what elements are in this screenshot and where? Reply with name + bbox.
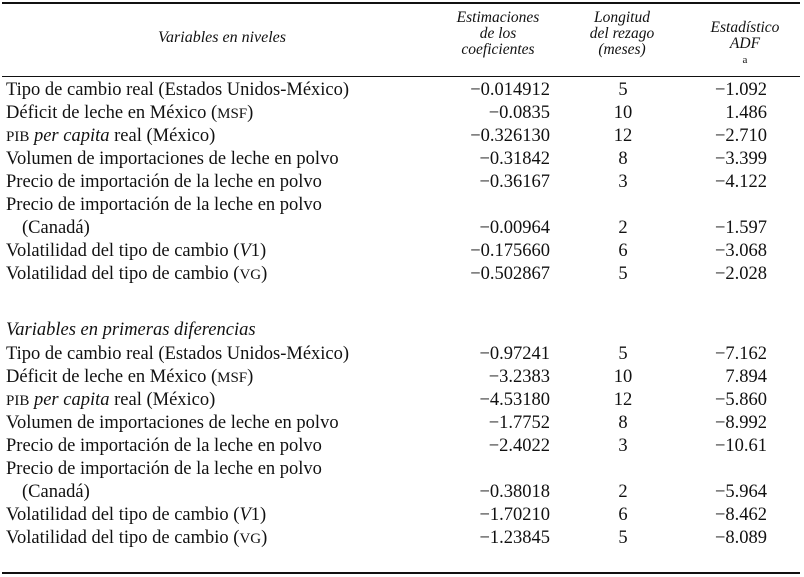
coef-value: −0.0835: [488, 103, 550, 123]
row-label: [6, 263, 267, 287]
coef-value: −0.175660: [470, 241, 550, 261]
coef-value: −0.502867: [470, 264, 550, 284]
table-row: [0, 171, 804, 194]
row-label-text: Precio de importación de la leche en polvo: [6, 172, 322, 192]
row-label-post: ): [261, 264, 268, 284]
lag-value: 12: [613, 390, 633, 410]
adf-value: −3.399: [714, 149, 767, 169]
coef-value: −0.014912: [470, 80, 550, 100]
row-label: [6, 366, 253, 390]
row-label-text: Precio de importación de la leche en polvo: [6, 459, 322, 479]
coef-value: −0.00964: [479, 218, 550, 238]
row-label: [6, 148, 339, 171]
top-rule: [2, 2, 800, 4]
row-label-post: ): [261, 528, 268, 548]
table-row: [0, 148, 804, 171]
row-label-text: Volumen de importaciones de leche en polvo: [6, 149, 339, 169]
table-row: [0, 366, 804, 389]
row-label-post: real (México): [114, 126, 216, 146]
row-label-post: 1): [250, 241, 267, 261]
adf-value: −1.597: [714, 218, 767, 238]
adf-value: −2.028: [714, 264, 767, 284]
lag-value: 10: [613, 367, 633, 387]
header-rule: [2, 76, 800, 77]
row-label-pre: Déficit de leche en México (: [6, 367, 218, 387]
lag-value: 5: [618, 80, 628, 100]
lag-value: 10: [613, 103, 633, 123]
lag-value: 5: [618, 528, 628, 548]
header-coeficientes: Estimaciones de los coeficientes: [456, 9, 540, 58]
row-label-post: 1): [250, 505, 267, 525]
bottom-rule: [2, 572, 800, 574]
lag-value: 5: [618, 264, 628, 284]
row-label-text: Tipo de cambio real (Estados Unidos-México): [6, 344, 350, 364]
table-row: [0, 527, 804, 550]
coef-value: −0.97241: [479, 344, 550, 364]
row-label: [6, 458, 322, 481]
coef-value: −0.38018: [479, 482, 550, 502]
adf-value: −2.710: [714, 126, 767, 146]
row-label-pre: Volatilidad del tipo de cambio (: [6, 505, 240, 525]
adf-value: −4.122: [714, 172, 767, 192]
row-label-italic: V: [239, 241, 251, 261]
table-row: [0, 435, 804, 458]
lag-value: 6: [618, 241, 628, 261]
table-row: [0, 125, 804, 148]
row-label-abbrev: VG: [239, 267, 262, 283]
row-label: [6, 504, 266, 527]
coef-value: −4.53180: [479, 390, 550, 410]
row-label-abbrev: PIB: [6, 393, 30, 409]
lag-value: 3: [618, 172, 628, 192]
coef-value: −0.36167: [479, 172, 550, 192]
row-label: [6, 171, 322, 194]
table-row: [0, 240, 804, 263]
row-label-text: Tipo de cambio real (Estados Unidos-México): [6, 80, 350, 100]
table-row: [0, 389, 804, 412]
table-row: [0, 79, 804, 102]
lag-value: 3: [618, 436, 628, 456]
adf-value: −7.162: [714, 344, 767, 364]
row-label: [6, 389, 215, 413]
row-label-text: Precio de importación de la leche en polvo: [6, 436, 322, 456]
adf-value: 7.894: [725, 367, 767, 387]
row-label-pre: Volatilidad del tipo de cambio (: [6, 528, 240, 548]
row-label-pre: Déficit de leche en México (: [6, 103, 218, 123]
row-label: [6, 527, 267, 551]
table-row: [0, 481, 804, 504]
lag-value: 6: [618, 505, 628, 525]
row-label: [6, 343, 349, 366]
lag-value: 8: [618, 413, 628, 433]
coef-value: −1.23845: [479, 528, 550, 548]
row-label: [6, 412, 339, 435]
table-row: [0, 412, 804, 435]
row-label: [6, 102, 253, 126]
adf-value: −8.462: [714, 505, 767, 525]
adf-value: −1.092: [714, 80, 767, 100]
row-label-italic: per capita: [33, 126, 110, 146]
row-label-post: ): [247, 103, 254, 123]
header-rezago: Longitud del rezago (meses): [589, 9, 655, 58]
row-label-cont: (Canadá): [22, 218, 90, 238]
row-label-pre: Volatilidad del tipo de cambio (: [6, 264, 240, 284]
adf-value: 1.486: [725, 103, 767, 123]
coef-value: −0.326130: [470, 126, 550, 146]
coef-value: −3.2383: [488, 367, 550, 387]
adf-value: −5.964: [714, 482, 767, 502]
row-label-text: Volumen de importaciones de leche en polvo: [6, 413, 339, 433]
row-label-abbrev: PIB: [6, 129, 30, 145]
section-title-diffs: Variables en primeras diferencias: [6, 320, 256, 340]
table-row: [0, 102, 804, 125]
coef-value: −2.4022: [488, 436, 550, 456]
row-label: [6, 79, 349, 102]
table-row: [0, 504, 804, 527]
lag-value: 2: [618, 218, 628, 238]
lag-value: 12: [613, 126, 633, 146]
row-label-abbrev: VG: [239, 531, 262, 547]
lag-value: 2: [618, 482, 628, 502]
lag-value: 8: [618, 149, 628, 169]
lag-value: 5: [618, 344, 628, 364]
row-label-text: Precio de importación de la leche en polvo: [6, 195, 322, 215]
table-row-label-line: [0, 194, 804, 217]
row-label-abbrev: MSF: [217, 106, 248, 122]
table-row: [0, 217, 804, 240]
row-label: [6, 125, 215, 149]
coef-value: −1.7752: [488, 413, 550, 433]
row-label-italic: V: [239, 505, 251, 525]
table-row-label-line: [0, 458, 804, 481]
adf-value: −8.992: [714, 413, 767, 433]
adf-value: −3.068: [714, 241, 767, 261]
row-label: [6, 240, 266, 263]
header-variables: Variables en niveles: [158, 29, 286, 46]
row-label-post: real (México): [114, 390, 216, 410]
table-row: [0, 263, 804, 286]
header-adf: Estadístico ADF $^a$: [710, 19, 780, 66]
row-label-cont: (Canadá): [22, 482, 90, 502]
table-row: [0, 343, 804, 366]
coef-value: −1.70210: [479, 505, 550, 525]
coef-value: −0.31842: [479, 149, 550, 169]
row-label-italic: per capita: [33, 390, 110, 410]
row-label-abbrev: MSF: [217, 370, 248, 386]
row-label: [6, 435, 322, 458]
row-label: [6, 194, 322, 217]
adf-value: −8.089: [714, 528, 767, 548]
adf-value: −10.61: [714, 436, 767, 456]
row-label-pre: Volatilidad del tipo de cambio (: [6, 241, 240, 261]
row-label-post: ): [247, 367, 254, 387]
adf-value: −5.860: [714, 390, 767, 410]
